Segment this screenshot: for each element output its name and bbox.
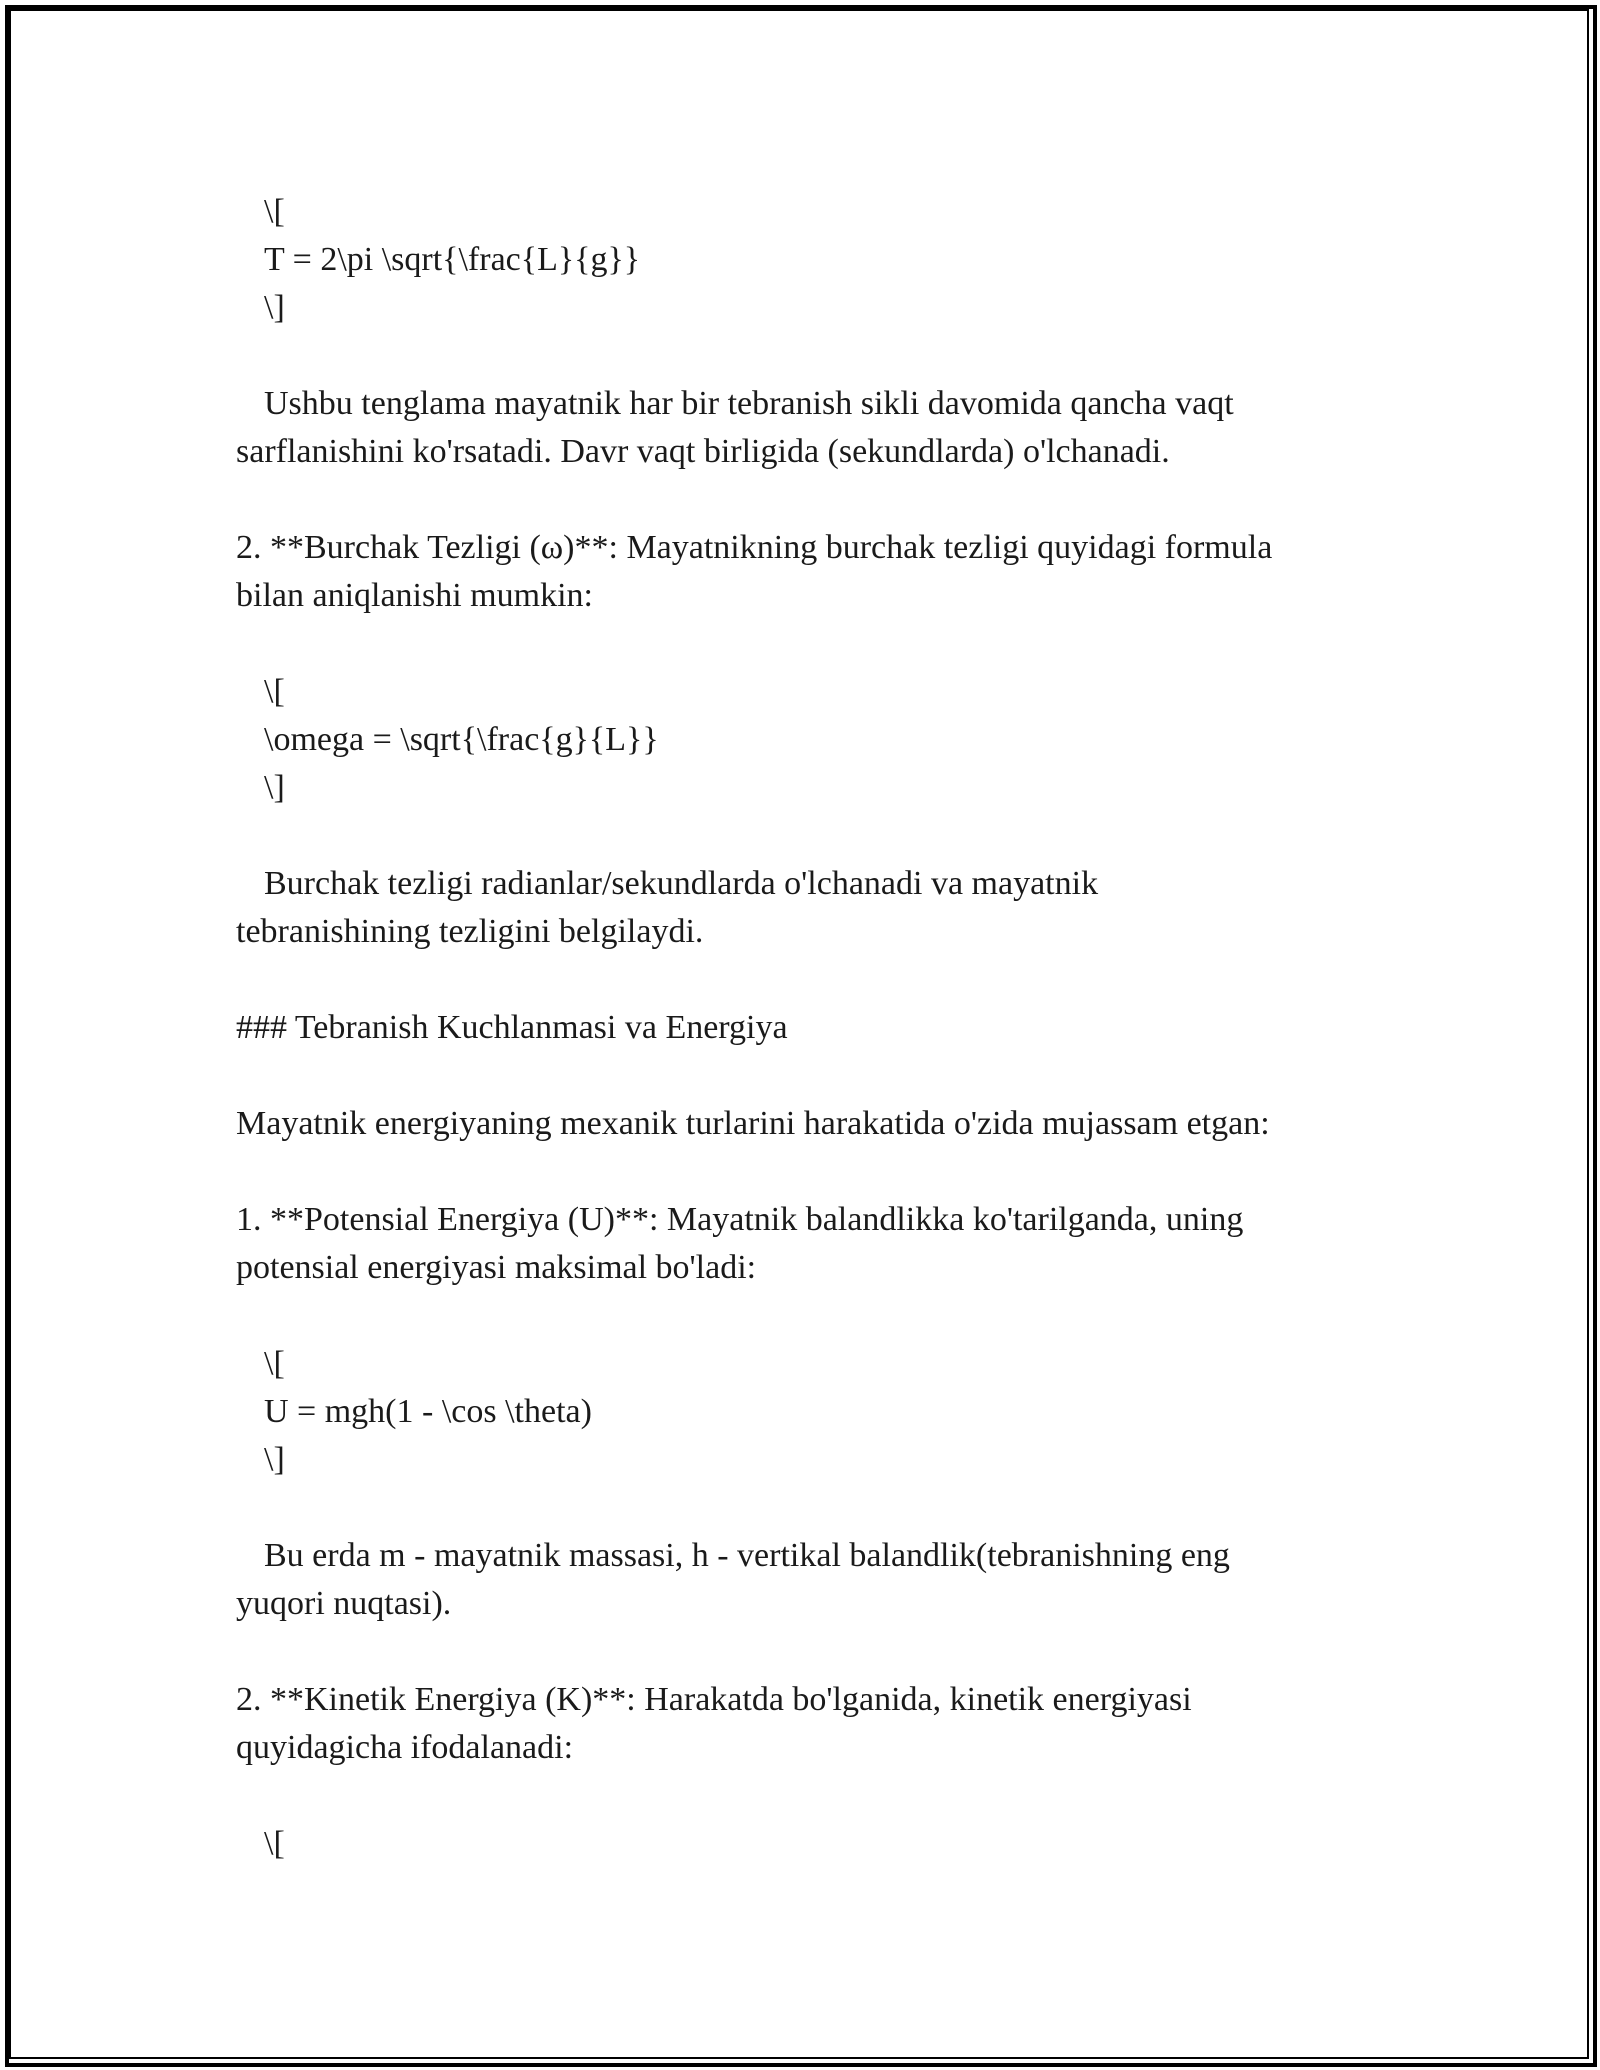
math-line: \] xyxy=(264,1441,285,1478)
spacer xyxy=(236,1292,1386,1340)
math-line: T = 2\pi \sqrt{\frac{L}{g}} xyxy=(264,241,641,278)
math-line: \[ xyxy=(264,1825,285,1862)
math-block-potential xyxy=(236,1340,1386,1484)
text-line: potensial energiyasi maksimal bo'ladi: xyxy=(236,1249,757,1286)
paragraph-omega-explanation xyxy=(236,860,1386,956)
math-block-omega xyxy=(236,668,1386,812)
list-item-potential-energy xyxy=(236,1196,1386,1292)
document-body xyxy=(236,188,1386,1868)
math-block-kinetic-start xyxy=(236,1820,1386,1868)
spacer xyxy=(236,620,1386,668)
math-block-period xyxy=(236,188,1386,332)
spacer xyxy=(236,1148,1386,1196)
section-heading: ### Tebranish Kuchlanmasi va Energiya xyxy=(236,1009,788,1046)
spacer xyxy=(236,1484,1386,1532)
text-line: bilan aniqlanishi mumkin: xyxy=(236,577,593,614)
spacer xyxy=(236,956,1386,1004)
paragraph-potential-explanation xyxy=(236,1532,1386,1628)
math-line: \[ xyxy=(264,193,285,230)
text-line: 2. **Kinetik Energiya (K)**: Harakatda bo'lganida, kinetik energiyasi xyxy=(236,1681,1192,1718)
math-line: \omega = \sqrt{\frac{g}{L}} xyxy=(264,721,659,758)
math-line: \] xyxy=(264,289,285,326)
spacer xyxy=(236,812,1386,860)
spacer xyxy=(236,1628,1386,1676)
list-item-kinetic-energy xyxy=(236,1676,1386,1772)
text-line: Burchak tezligi radianlar/sekundlarda o'lchanadi va mayatnik xyxy=(264,865,1099,902)
text-line: 1. **Potensial Energiya (U)**: Mayatnik balandlikka ko'tarilganda, uning xyxy=(236,1201,1244,1238)
paragraph-energy-intro: Mayatnik energiyaning mexanik turlarini harakatida o'zida mujassam etgan: xyxy=(236,1105,1270,1142)
math-line: \[ xyxy=(264,673,285,710)
text-line: yuqori nuqtasi). xyxy=(236,1585,452,1622)
spacer xyxy=(236,1052,1386,1100)
text-line: tebranishining tezligini belgilaydi. xyxy=(236,913,704,950)
spacer xyxy=(236,332,1386,380)
text-line: sarflanishini ko'rsatadi. Davr vaqt birligida (sekundlarda) o'lchanadi. xyxy=(236,433,1170,470)
math-line: U = mgh(1 - \cos \theta) xyxy=(264,1393,592,1430)
text-line: 2. **Burchak Tezligi (ω)**: Mayatnikning burchak tezligi quyidagi formula xyxy=(236,529,1273,566)
list-item-angular-velocity xyxy=(236,524,1386,620)
text-line: Bu erda m - mayatnik massasi, h - vertikal balandlik(tebranishning eng xyxy=(264,1537,1230,1574)
text-line: quyidagicha ifodalanadi: xyxy=(236,1729,574,1766)
spacer xyxy=(236,476,1386,524)
spacer xyxy=(236,1772,1386,1820)
paragraph-period-explanation xyxy=(236,380,1386,476)
math-line: \[ xyxy=(264,1345,285,1382)
text-line: Ushbu tenglama mayatnik har bir tebranish sikli davomida qancha vaqt xyxy=(264,385,1234,422)
math-line: \] xyxy=(264,769,285,806)
